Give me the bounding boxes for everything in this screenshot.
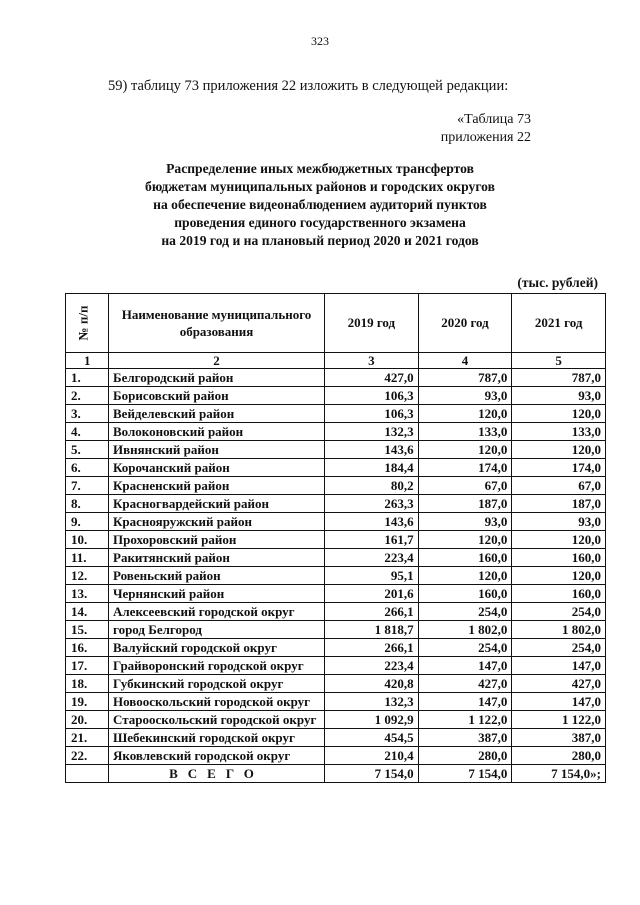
title-line: проведения единого государственного экзамена xyxy=(174,215,466,230)
table-row xyxy=(66,387,606,405)
value-2020: 67,0 xyxy=(418,477,512,495)
row-number: 10. xyxy=(66,531,109,549)
row-number: 15. xyxy=(66,621,109,639)
value-2020: 787,0 xyxy=(418,369,512,387)
municipality-name: город Белгород xyxy=(109,621,325,639)
value-2021: 187,0 xyxy=(512,495,606,513)
value-2020: 120,0 xyxy=(418,441,512,459)
municipality-name: Корочанский район xyxy=(109,459,325,477)
title-line: на 2019 год и на плановый период 2020 и 2021 годов xyxy=(161,233,479,248)
row-number: 3. xyxy=(66,405,109,423)
row-number: 14. xyxy=(66,603,109,621)
value-2020: 174,0 xyxy=(418,459,512,477)
value-2019: 143,6 xyxy=(325,441,419,459)
municipality-name: Вейделевский район xyxy=(109,405,325,423)
table-row xyxy=(66,441,606,459)
value-2021: 1 122,0 xyxy=(512,711,606,729)
row-number: 11. xyxy=(66,549,109,567)
value-2019: 184,4 xyxy=(325,459,419,477)
value-2021: 147,0 xyxy=(512,657,606,675)
row-number: 17. xyxy=(66,657,109,675)
value-2020: 147,0 xyxy=(418,657,512,675)
total-2021: 7 154,0»; xyxy=(512,765,606,783)
total-2020: 7 154,0 xyxy=(418,765,512,783)
value-2020: 1 122,0 xyxy=(418,711,512,729)
value-2021: 160,0 xyxy=(512,549,606,567)
index-cell: 4 xyxy=(418,353,512,369)
value-2021: 120,0 xyxy=(512,567,606,585)
value-2020: 254,0 xyxy=(418,603,512,621)
total-2019: 7 154,0 xyxy=(325,765,419,783)
value-2019: 420,8 xyxy=(325,675,419,693)
total-label: ВСЕГО xyxy=(109,765,325,783)
table-row xyxy=(66,531,606,549)
table-row xyxy=(66,567,606,585)
value-2021: 133,0 xyxy=(512,423,606,441)
value-2020: 160,0 xyxy=(418,585,512,603)
value-2020: 133,0 xyxy=(418,423,512,441)
table-row xyxy=(66,675,606,693)
value-2021: 787,0 xyxy=(512,369,606,387)
value-2020: 93,0 xyxy=(418,387,512,405)
value-2021: 387,0 xyxy=(512,729,606,747)
title-line: бюджетам муниципальных районов и городских округов xyxy=(145,179,495,194)
municipality-name: Ракитянский район xyxy=(109,549,325,567)
table-row xyxy=(66,603,606,621)
table-row xyxy=(66,585,606,603)
value-2019: 201,6 xyxy=(325,585,419,603)
municipality-name: Краснояружский район xyxy=(109,513,325,531)
header-name-line-2: образования xyxy=(179,324,254,339)
value-2019: 454,5 xyxy=(325,729,419,747)
index-cell: 5 xyxy=(512,353,606,369)
header-2019: 2019 год xyxy=(325,294,419,353)
table-row xyxy=(66,549,606,567)
row-number: 21. xyxy=(66,729,109,747)
table-row xyxy=(66,657,606,675)
caption-line-2: приложения 22 xyxy=(440,130,531,145)
value-2020: 120,0 xyxy=(418,567,512,585)
document-title xyxy=(0,160,640,250)
row-number: 20. xyxy=(66,711,109,729)
value-2019: 80,2 xyxy=(325,477,419,495)
municipality-name: Ивнянский район xyxy=(109,441,325,459)
value-2021: 120,0 xyxy=(512,531,606,549)
municipality-name: Валуйский городской округ xyxy=(109,639,325,657)
value-2019: 1 818,7 xyxy=(325,621,419,639)
total-num-cell xyxy=(66,765,109,783)
table-row xyxy=(66,495,606,513)
row-number: 9. xyxy=(66,513,109,531)
table-row xyxy=(66,477,606,495)
value-2020: 187,0 xyxy=(418,495,512,513)
table-row xyxy=(66,621,606,639)
value-2019: 210,4 xyxy=(325,747,419,765)
value-2021: 147,0 xyxy=(512,693,606,711)
municipality-name: Яковлевский городской округ xyxy=(109,747,325,765)
municipality-name: Борисовский район xyxy=(109,387,325,405)
row-number: 4. xyxy=(66,423,109,441)
table-row xyxy=(66,405,606,423)
header-2020: 2020 год xyxy=(418,294,512,353)
header-name-line-1: Наименование муниципального xyxy=(121,307,312,322)
value-2019: 132,3 xyxy=(325,693,419,711)
row-number: 16. xyxy=(66,639,109,657)
value-2021: 280,0 xyxy=(512,747,606,765)
value-2020: 1 802,0 xyxy=(418,621,512,639)
value-2019: 106,3 xyxy=(325,405,419,423)
row-number: 8. xyxy=(66,495,109,513)
value-2021: 160,0 xyxy=(512,585,606,603)
row-number: 5. xyxy=(66,441,109,459)
municipality-name: Белгородский район xyxy=(109,369,325,387)
value-2020: 120,0 xyxy=(418,531,512,549)
index-cell: 1 xyxy=(66,353,109,369)
municipality-name: Волоконовский район xyxy=(109,423,325,441)
value-2019: 266,1 xyxy=(325,639,419,657)
value-2019: 1 092,9 xyxy=(325,711,419,729)
units-label: (тыс. рублей) xyxy=(517,275,598,290)
header-num xyxy=(66,294,109,353)
value-2021: 254,0 xyxy=(512,603,606,621)
total-row xyxy=(66,765,606,783)
row-number: 2. xyxy=(66,387,109,405)
header-row xyxy=(66,294,606,353)
column-index-row xyxy=(66,353,606,369)
value-2019: 161,7 xyxy=(325,531,419,549)
value-2020: 160,0 xyxy=(418,549,512,567)
caption-line-1: «Таблица 73 xyxy=(457,112,531,127)
value-2021: 254,0 xyxy=(512,639,606,657)
value-2021: 174,0 xyxy=(512,459,606,477)
header-2021: 2021 год xyxy=(512,294,606,353)
transfers-table xyxy=(65,293,606,783)
value-2019: 223,4 xyxy=(325,657,419,675)
municipality-name: Шебекинский городской округ xyxy=(109,729,325,747)
row-number: 22. xyxy=(66,747,109,765)
row-number: 19. xyxy=(66,693,109,711)
header-name xyxy=(109,294,325,353)
municipality-name: Грайворонский городской округ xyxy=(109,657,325,675)
table-row xyxy=(66,423,606,441)
value-2020: 93,0 xyxy=(418,513,512,531)
table-row xyxy=(66,639,606,657)
value-2021: 67,0 xyxy=(512,477,606,495)
municipality-name: Старооскольский городской округ xyxy=(109,711,325,729)
header-num-label: № п/п xyxy=(75,305,91,341)
value-2019: 95,1 xyxy=(325,567,419,585)
table-row xyxy=(66,747,606,765)
table-row xyxy=(66,729,606,747)
value-2019: 263,3 xyxy=(325,495,419,513)
value-2019: 266,1 xyxy=(325,603,419,621)
value-2019: 427,0 xyxy=(325,369,419,387)
municipality-name: Прохоровский район xyxy=(109,531,325,549)
municipality-name: Красненский район xyxy=(109,477,325,495)
value-2021: 93,0 xyxy=(512,387,606,405)
intro-text: 59) таблицу 73 приложения 22 изложить в следующей редакции: xyxy=(108,78,509,94)
table-row xyxy=(66,513,606,531)
value-2020: 147,0 xyxy=(418,693,512,711)
row-number: 6. xyxy=(66,459,109,477)
table-caption xyxy=(441,111,531,147)
value-2021: 120,0 xyxy=(512,441,606,459)
index-cell: 3 xyxy=(325,353,419,369)
table-row xyxy=(66,693,606,711)
value-2021: 1 802,0 xyxy=(512,621,606,639)
row-number: 18. xyxy=(66,675,109,693)
table-row xyxy=(66,459,606,477)
municipality-name: Новооскольский городской округ xyxy=(109,693,325,711)
municipality-name: Алексеевский городской округ xyxy=(109,603,325,621)
value-2019: 223,4 xyxy=(325,549,419,567)
table-row xyxy=(66,711,606,729)
value-2019: 132,3 xyxy=(325,423,419,441)
value-2020: 120,0 xyxy=(418,405,512,423)
municipality-name: Красногвардейский район xyxy=(109,495,325,513)
title-line: Распределение иных межбюджетных трансфертов xyxy=(166,161,474,176)
value-2019: 106,3 xyxy=(325,387,419,405)
municipality-name: Ровеньский район xyxy=(109,567,325,585)
value-2019: 143,6 xyxy=(325,513,419,531)
page-number: 323 xyxy=(311,34,329,48)
value-2021: 427,0 xyxy=(512,675,606,693)
row-number: 1. xyxy=(66,369,109,387)
value-2020: 387,0 xyxy=(418,729,512,747)
value-2020: 280,0 xyxy=(418,747,512,765)
row-number: 12. xyxy=(66,567,109,585)
municipality-name: Губкинский городской округ xyxy=(109,675,325,693)
row-number: 13. xyxy=(66,585,109,603)
index-cell: 2 xyxy=(109,353,325,369)
value-2021: 93,0 xyxy=(512,513,606,531)
value-2021: 120,0 xyxy=(512,405,606,423)
value-2020: 427,0 xyxy=(418,675,512,693)
title-line: на обеспечение видеонаблюдением аудиторий пунктов xyxy=(153,197,487,212)
table-row xyxy=(66,369,606,387)
row-number: 7. xyxy=(66,477,109,495)
municipality-name: Чернянский район xyxy=(109,585,325,603)
value-2020: 254,0 xyxy=(418,639,512,657)
